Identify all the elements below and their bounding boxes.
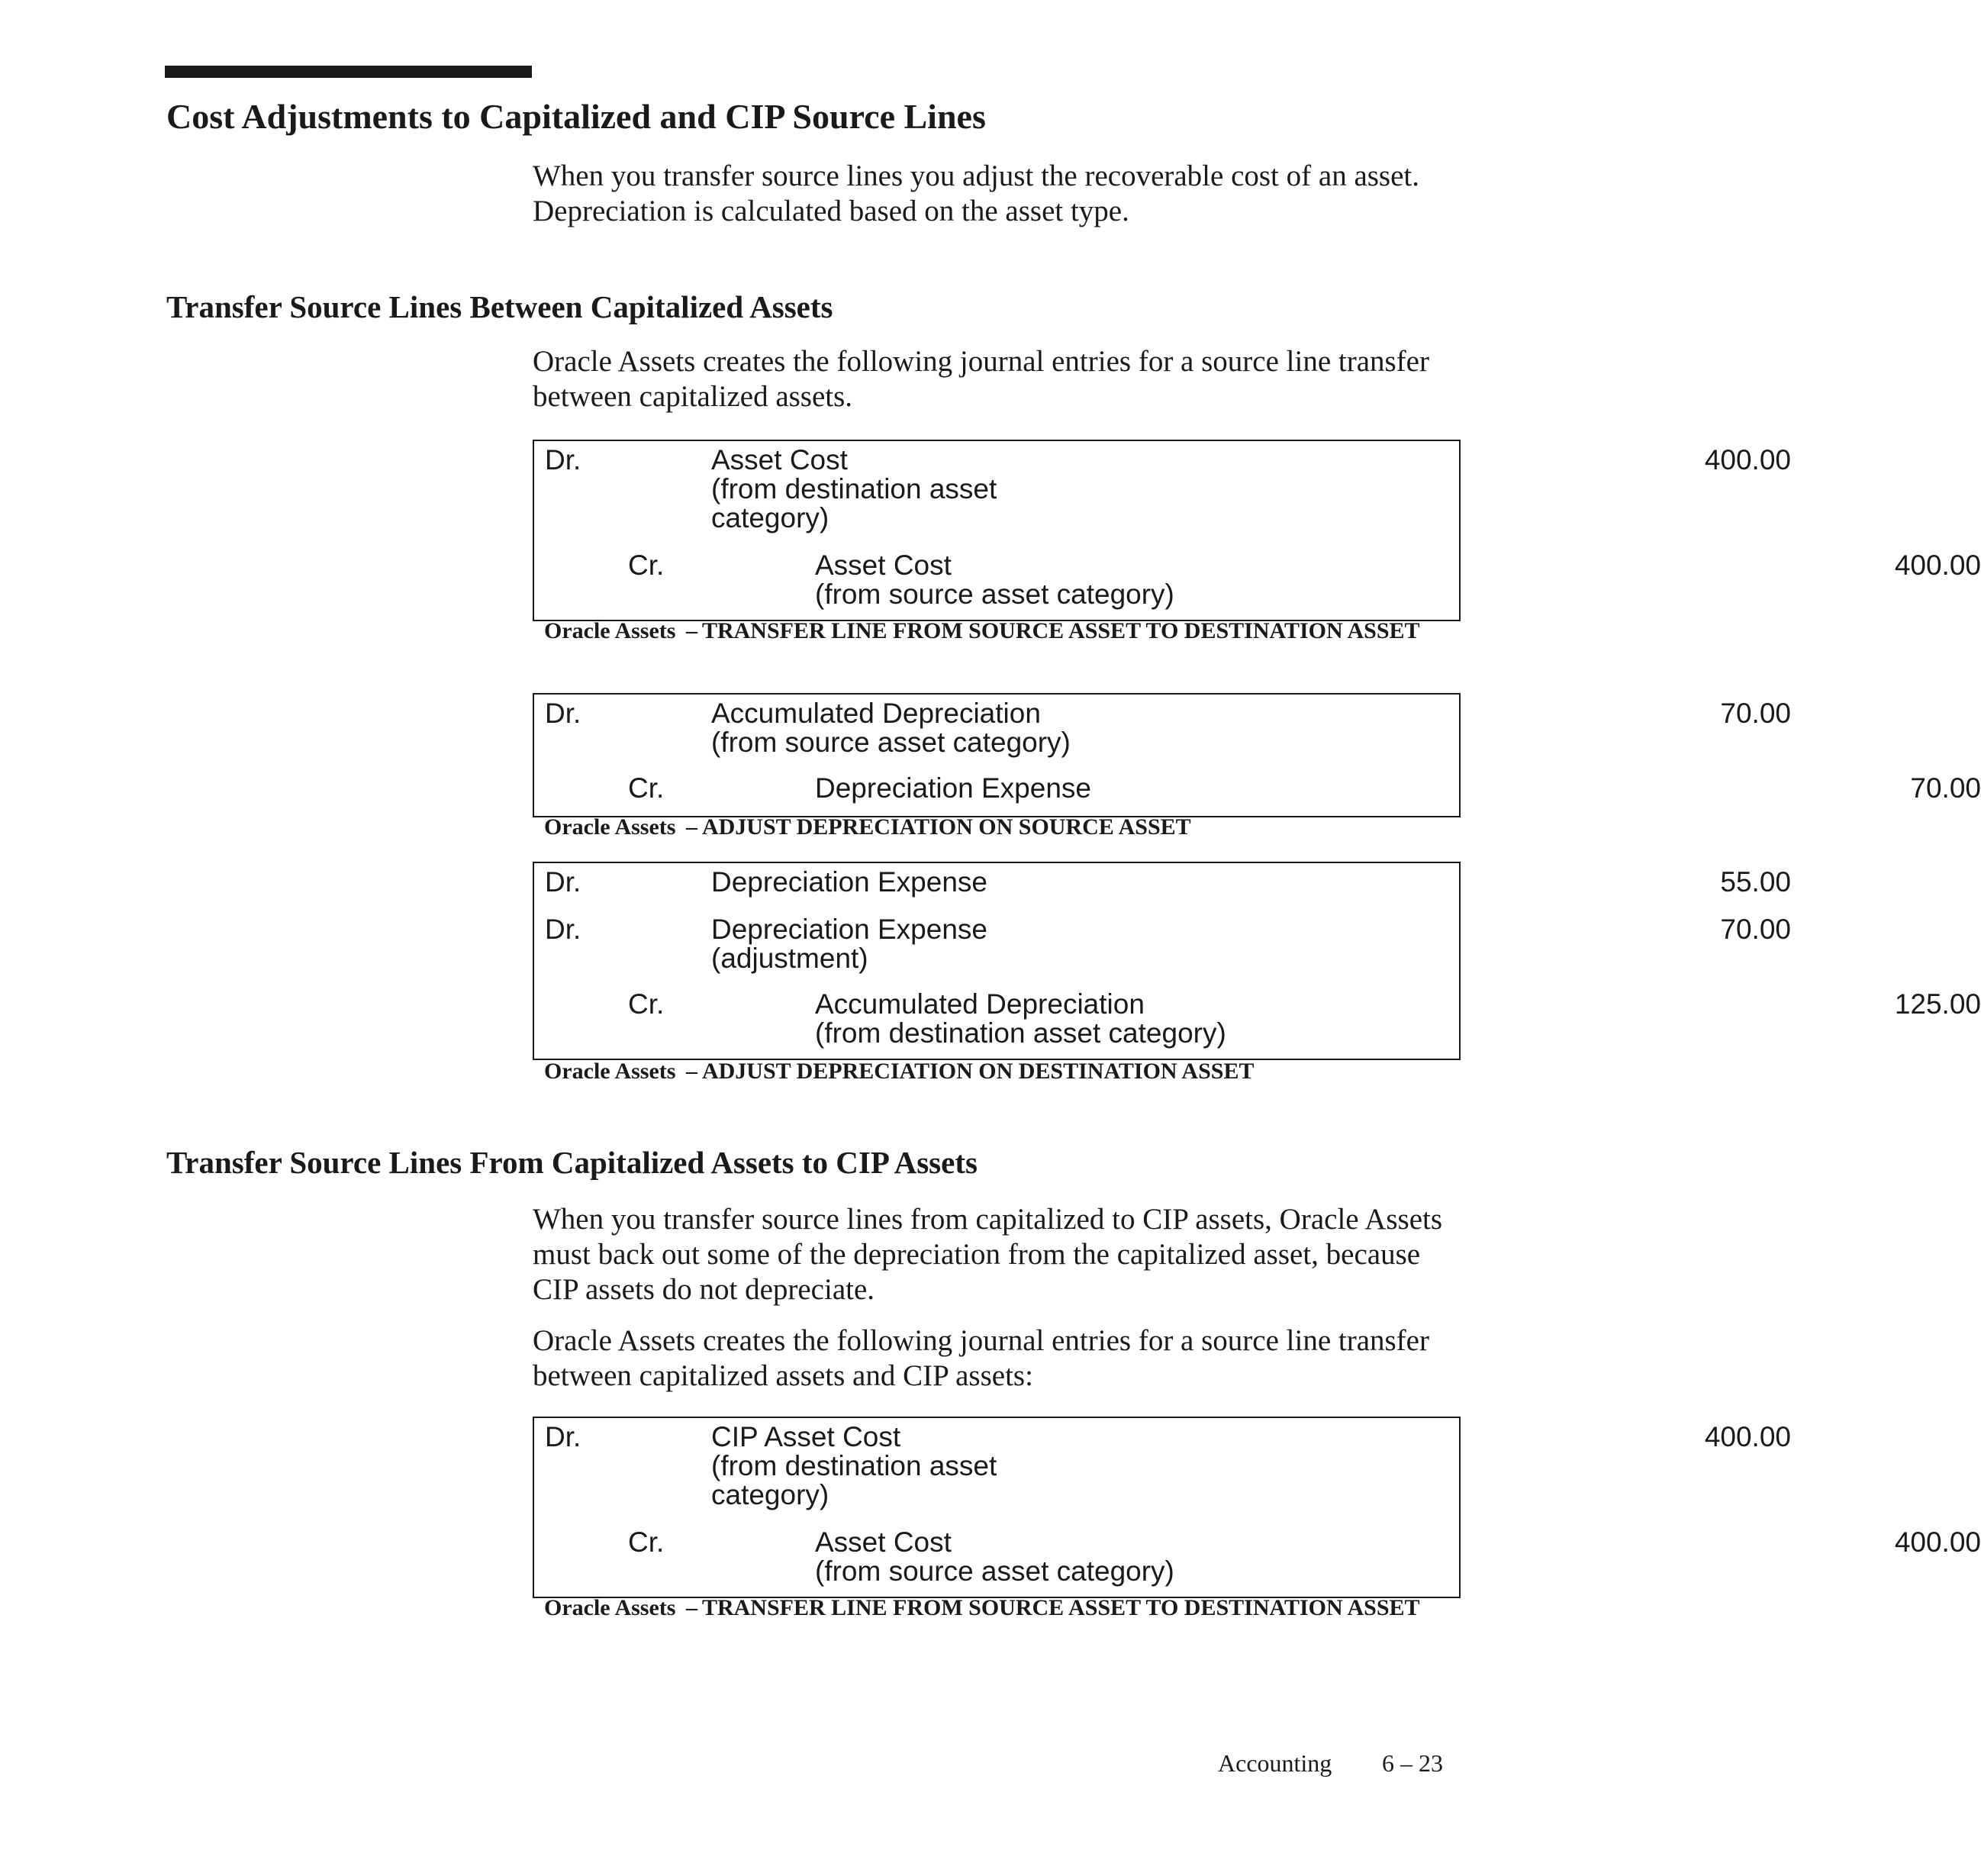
credit-account: Asset Cost (from source asset category) — [815, 550, 1174, 610]
heading-rule — [165, 66, 532, 78]
section2-paragraph: When you transfer source lines from capitalized to CIP assets, Oracle Assets must back out some of the depreciation from the capitalized asset, because CIP assets do not depreciate. — [533, 1203, 1443, 1306]
journal-caption: Oracle Assets – ADJUST DEPRECIATION ON DESTINATION ASSET — [544, 1059, 1255, 1084]
credit-amount: 70.00 — [1910, 772, 1981, 804]
journal-entry-box — [533, 693, 1981, 817]
section1-heading: Transfer Source Lines Between Capitalized Assets — [166, 289, 833, 324]
debit-label: Dr. — [545, 698, 581, 729]
debit-account: CIP Asset Cost (from destination asset category) — [711, 1421, 997, 1510]
credit-account: Asset Cost (from source asset category) — [815, 1526, 1174, 1587]
debit-amount: 400.00 — [1704, 444, 1791, 475]
journal-caption: Oracle Assets – TRANSFER LINE FROM SOURCE ASSET TO DESTINATION ASSET — [544, 1595, 1420, 1620]
credit-account: Accumulated Depreciation (from destination asset category) — [815, 988, 1226, 1049]
debit-amount: 400.00 — [1704, 1421, 1791, 1452]
journal-entry-box — [533, 1417, 1981, 1598]
page-title: Cost Adjustments to Capitalized and CIP Source Lines — [166, 97, 986, 136]
journal-caption: Oracle Assets – TRANSFER LINE FROM SOURCE ASSET TO DESTINATION ASSET — [544, 618, 1420, 643]
debit-account: Asset Cost (from destination asset category) — [711, 444, 997, 533]
section1-paragraph: Oracle Assets creates the following journal entries for a source line transfer between capitalized assets. — [533, 345, 1429, 413]
debit-amount: 55.00 — [1720, 866, 1791, 898]
section2-heading: Transfer Source Lines From Capitalized Assets to CIP Assets — [166, 1145, 978, 1180]
credit-amount: 400.00 — [1894, 550, 1981, 581]
intro-paragraph: When you transfer source lines you adjust the recoverable cost of an asset. Depreciation is calculated based on the asset type. — [533, 160, 1420, 227]
debit-account: Depreciation Expense (adjustment) — [711, 914, 987, 974]
debit-label: Dr. — [545, 444, 581, 475]
debit-label: Dr. — [545, 1421, 581, 1452]
journal-entry-box — [533, 862, 1981, 1060]
debit-account: Depreciation Expense — [711, 866, 987, 898]
credit-account: Depreciation Expense — [815, 772, 1091, 804]
credit-label: Cr. — [628, 1526, 665, 1558]
credit-label: Cr. — [628, 550, 665, 581]
credit-amount: 125.00 — [1894, 988, 1981, 1020]
credit-amount: 400.00 — [1894, 1526, 1981, 1558]
debit-label: Dr. — [545, 866, 581, 898]
journal-caption: Oracle Assets – ADJUST DEPRECIATION ON SOURCE ASSET — [544, 814, 1191, 840]
debit-label: Dr. — [545, 914, 581, 945]
credit-label: Cr. — [628, 772, 665, 804]
section2-paragraph: Oracle Assets creates the following journal entries for a source line transfer between capitalized assets and CIP assets: — [533, 1324, 1429, 1392]
footer-chapter: Accounting — [1218, 1749, 1332, 1777]
footer-page-number: 6 – 23 — [1382, 1749, 1443, 1777]
debit-account: Accumulated Depreciation (from source asset category) — [711, 698, 1071, 758]
journal-entry-box — [533, 440, 1981, 621]
credit-label: Cr. — [628, 988, 665, 1020]
debit-amount: 70.00 — [1720, 698, 1791, 729]
debit-amount: 70.00 — [1720, 914, 1791, 945]
